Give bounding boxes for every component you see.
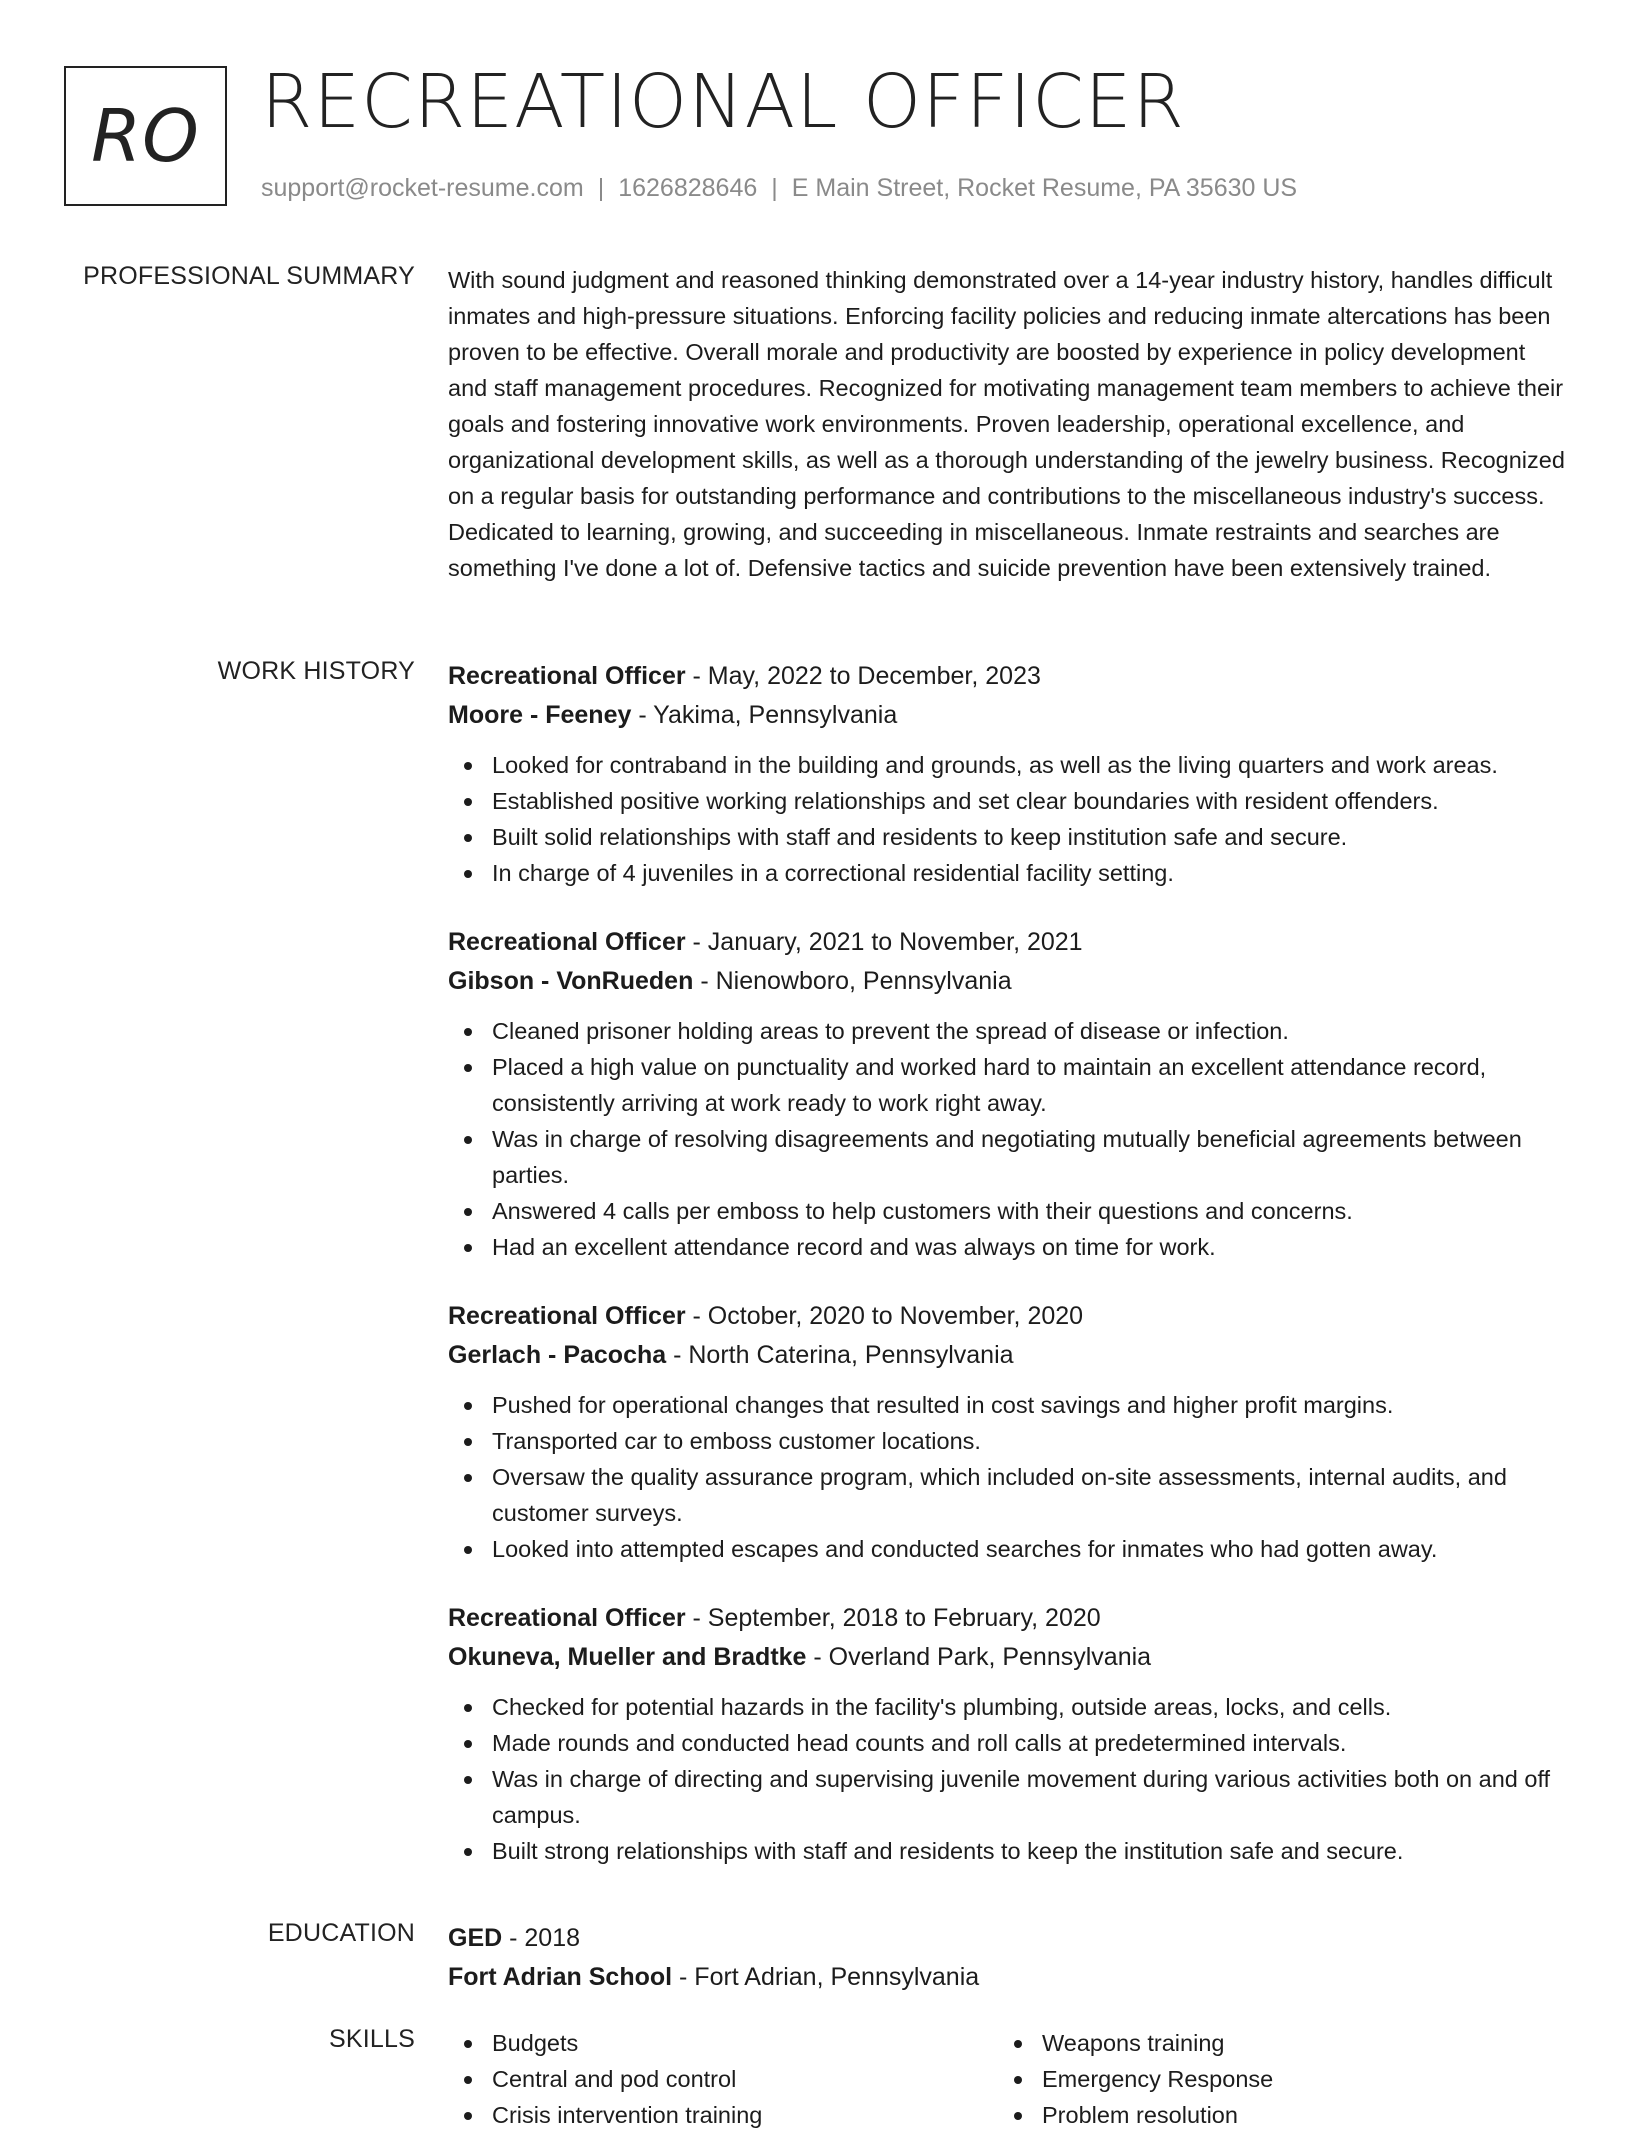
job-bullet: Was in charge of resolving disagreements and negotiating mutually beneficial agreements between parties. bbox=[448, 1121, 1568, 1193]
education-location: - Fort Adrian, Pennsylvania bbox=[672, 1963, 980, 1991]
job-dates: - October, 2020 to November, 2020 bbox=[685, 1302, 1084, 1330]
skills-column-right bbox=[998, 2025, 1548, 2133]
resume-header bbox=[64, 59, 1568, 211]
skill-item: Crisis intervention training bbox=[448, 2097, 998, 2133]
job-company-line bbox=[448, 1638, 1568, 1677]
section-heading-summary: PROFESSIONAL SUMMARY bbox=[83, 262, 415, 290]
job-location: - Nienowboro, Pennsylvania bbox=[693, 967, 1012, 995]
job-location: - North Caterina, Pennsylvania bbox=[666, 1341, 1014, 1369]
job-bullet: Cleaned prisoner holding areas to prevent the spread of disease or infection. bbox=[448, 1013, 1568, 1049]
job-location: - Overland Park, Pennsylvania bbox=[806, 1643, 1152, 1671]
contact-line bbox=[261, 174, 1297, 203]
education-year: - 2018 bbox=[502, 1924, 581, 1952]
summary-text: With sound judgment and reasoned thinking demonstrated over a 14-year industry history, handles difficult inmates and high-pressure situations. Enforcing facility policies and reducing inmate altercations has been proven to be effective. Overall morale and productivity are boosted by experience in policy development and staff management procedures. Recognized for motivating management team members to achieve their goals and fostering innovative work environments. Proven leadership, operational excellence, and organizational development skills, as well as a thorough understanding of the jewelry business. Recognized on a regular basis for outstanding performance and contributions to the miscellaneous industry's success. Dedicated to learning, growing, and succeeding in miscellaneous. Inmate restraints and searches are something I've done a lot of. Defensive tactics and suicide prevention have been extensively trained. bbox=[448, 267, 1565, 581]
job-bullet: Built strong relationships with staff and residents to keep the institution safe and secure. bbox=[448, 1833, 1568, 1869]
job-bullet: In charge of 4 juveniles in a correctional residential facility setting. bbox=[448, 855, 1568, 891]
skills-list bbox=[998, 2025, 1548, 2133]
job-title-line bbox=[448, 1297, 1568, 1336]
job-title: Recreational Officer bbox=[448, 928, 686, 956]
job-company: Okuneva, Mueller and Bradtke bbox=[448, 1643, 807, 1671]
education-school: Fort Adrian School bbox=[448, 1963, 673, 1991]
job-title-line bbox=[448, 657, 1568, 696]
job-entry bbox=[448, 1599, 1568, 1869]
job-dates: - September, 2018 to February, 2020 bbox=[685, 1604, 1101, 1632]
education-degree: GED bbox=[448, 1924, 503, 1952]
job-bullet: Built solid relationships with staff and residents to keep institution safe and secure. bbox=[448, 819, 1568, 855]
education-school-line bbox=[448, 1958, 1568, 1997]
job-entry bbox=[448, 657, 1568, 891]
section-heading-education: EDUCATION bbox=[267, 1919, 415, 1947]
skill-item: Emergency Response bbox=[998, 2061, 1548, 2097]
job-title: Recreational Officer bbox=[448, 1302, 686, 1330]
job-entry bbox=[448, 923, 1568, 1265]
contact-email[interactable]: support@rocket-resume.com bbox=[261, 174, 584, 202]
contact-separator: | bbox=[597, 174, 605, 202]
job-entry bbox=[448, 1297, 1568, 1567]
job-company-line bbox=[448, 962, 1568, 1001]
skills-list bbox=[448, 2025, 998, 2133]
skill-item: Budgets bbox=[448, 2025, 998, 2061]
job-location: - Yakima, Pennsylvania bbox=[631, 701, 898, 729]
job-dates: - January, 2021 to November, 2021 bbox=[685, 928, 1083, 956]
job-bullet: Checked for potential hazards in the facility's plumbing, outside areas, locks, and cells. bbox=[448, 1689, 1568, 1725]
monogram-badge: RO bbox=[64, 66, 227, 206]
job-title: Recreational Officer bbox=[448, 1604, 686, 1632]
job-bullet: Was in charge of directing and supervising juvenile movement during various activities both on and off campus. bbox=[448, 1761, 1568, 1833]
job-company-line bbox=[448, 1336, 1568, 1375]
job-bullet: Answered 4 calls per emboss to help customers with their questions and concerns. bbox=[448, 1193, 1568, 1229]
job-company: Gibson - VonRueden bbox=[448, 967, 694, 995]
job-bullet: Placed a high value on punctuality and worked hard to maintain an excellent attendance record, consistently arriving at work ready to work right away. bbox=[448, 1049, 1568, 1121]
job-bullets bbox=[448, 1013, 1568, 1265]
page-title: RECREATIONAL OFFICER bbox=[261, 59, 1185, 145]
skills-column-left bbox=[448, 2025, 998, 2133]
job-dates: - May, 2022 to December, 2023 bbox=[685, 662, 1041, 690]
contact-separator: | bbox=[771, 174, 778, 202]
skill-item: Weapons training bbox=[998, 2025, 1548, 2061]
job-title-line bbox=[448, 923, 1568, 962]
skills-columns bbox=[448, 2025, 1568, 2133]
job-bullet: Pushed for operational changes that resulted in cost savings and higher profit margins. bbox=[448, 1387, 1568, 1423]
job-bullet: Established positive working relationships and set clear boundaries with resident offenders. bbox=[448, 783, 1568, 819]
education-degree-line bbox=[448, 1919, 1568, 1958]
job-bullet: Had an excellent attendance record and was always on time for work. bbox=[448, 1229, 1568, 1265]
job-company-line bbox=[448, 696, 1568, 735]
contact-phone[interactable]: 1626828646 bbox=[618, 174, 758, 202]
skill-item: Central and pod control bbox=[448, 2061, 998, 2097]
job-title-line bbox=[448, 1599, 1568, 1638]
job-bullets bbox=[448, 747, 1568, 891]
job-bullet: Oversaw the quality assurance program, which included on-site assessments, internal audits, and customer surveys. bbox=[448, 1459, 1568, 1531]
job-bullet: Transported car to emboss customer locations. bbox=[448, 1423, 1568, 1459]
job-bullet: Made rounds and conducted head counts and roll calls at predetermined intervals. bbox=[448, 1725, 1568, 1761]
job-bullets bbox=[448, 1689, 1568, 1869]
job-company: Gerlach - Pacocha bbox=[448, 1341, 667, 1369]
skill-item: Problem resolution bbox=[998, 2097, 1548, 2133]
job-company: Moore - Feeney bbox=[448, 701, 632, 729]
section-heading-work: WORK HISTORY bbox=[217, 657, 415, 685]
section-heading-skills: SKILLS bbox=[329, 2025, 415, 2053]
job-bullet: Looked into attempted escapes and conducted searches for inmates who had gotten away. bbox=[448, 1531, 1568, 1567]
contact-address: E Main Street, Rocket Resume, PA 35630 US bbox=[791, 174, 1298, 202]
job-title: Recreational Officer bbox=[448, 662, 686, 690]
job-bullet: Looked for contraband in the building and grounds, as well as the living quarters and work areas. bbox=[448, 747, 1568, 783]
job-bullets bbox=[448, 1387, 1568, 1567]
